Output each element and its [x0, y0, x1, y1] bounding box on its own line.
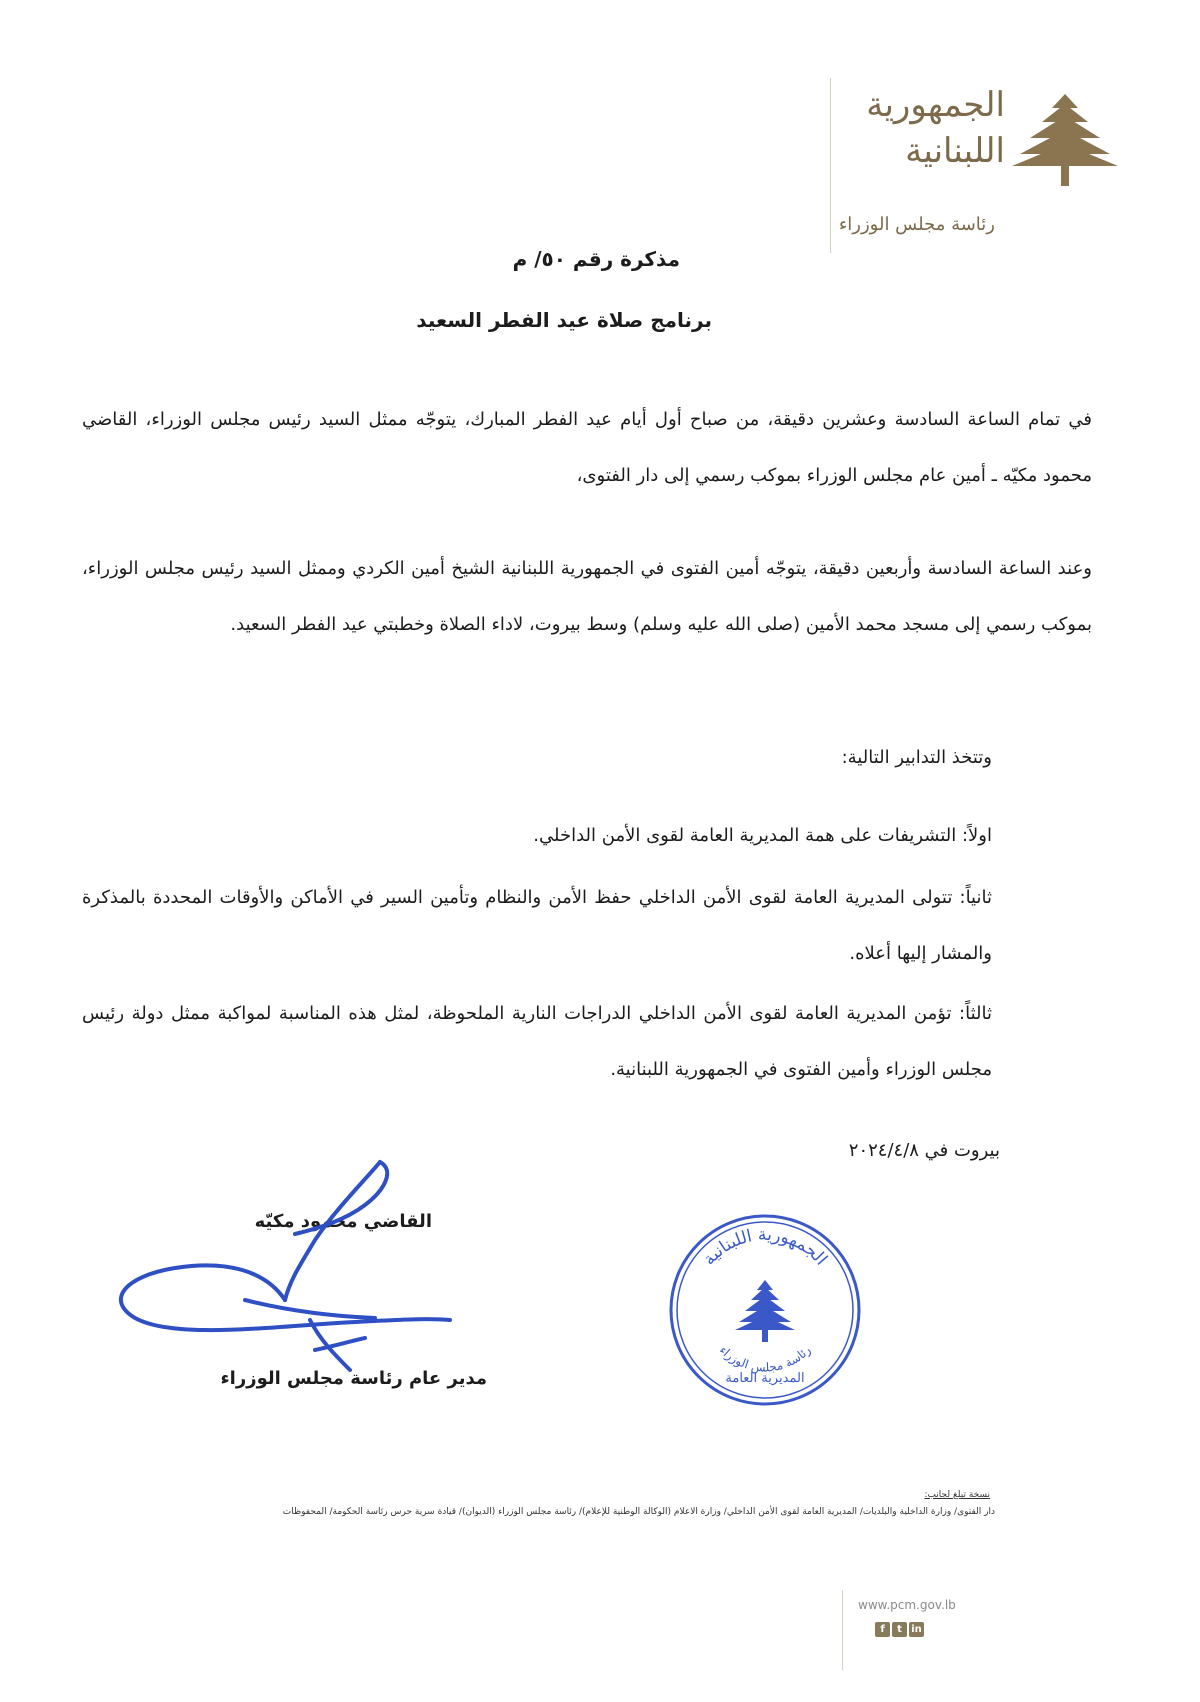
emblem-wordmark — [855, 82, 1005, 192]
memo-title: برنامج صلاة عيد الفطر السعيد — [416, 308, 712, 332]
twitter-icon[interactable]: t — [892, 1622, 907, 1637]
measures-intro: وتتخذ التدابير التالية: — [841, 747, 992, 768]
paragraph-2: وعند الساعة السادسة وأربعين دقيقة، يتوجّه أمين الفتوى في الجمهورية اللبنانية الشيخ أمين الكردي وممثل السيد رئيس مجلس الوزراء، بموكب رسمي إلى مسجد محمد الأمين (صلى الله عليه وسلم) وسط بيروت، لاداء الصلاة وخطبتي عيد الفطر السعيد. — [82, 558, 1092, 635]
signatory-title: مدير عام رئاسة مجلس الوزراء — [220, 1368, 487, 1389]
seal-text-mid: رئاسة مجلس الوزراء — [716, 1343, 814, 1375]
memo-number: مذكرة رقم ٥٠/ م — [512, 247, 680, 271]
website-link[interactable]: www.pcm.gov.lb — [858, 1598, 956, 1612]
paragraph-1: في تمام الساعة السادسة وعشرين دقيقة، من صباح أول أيام عيد الفطر المبارك، يتوجّه ممثل السيد رئيس مجلس الوزراء، القاضي محمود مكيّه ـ أمين عام مجلس الوزراء بموكب رسمي إلى دار الفتوى، — [82, 409, 1092, 486]
header-divider — [830, 78, 831, 253]
cc-distribution-list: دار الفتوى/ وزارة الداخلية والبلديات/ المديرية العامة لقوى الأمن الداخلي/ وزارة الاعلام (الوكالة الوطنية للإعلام)/ رئاسة مجلس الوزراء (الديوان)/ قيادة سرية حرس رئاسة الحكومة/ المحفوظات — [282, 1507, 995, 1517]
measure-item-2: ثانياً: تتولى المديرية العامة لقوى الأمن الداخلي حفظ الأمن والنظام وتأمين السير في الأماكن والأوقات المحددة بالمذكرة والمشار إليها أعلاه. — [82, 887, 992, 964]
cc-label: نسخة تبلغ لجانب: — [924, 1490, 990, 1500]
signatory-name: القاضي محمود مكيّه — [254, 1211, 432, 1232]
department-name: رئاسة مجلس الوزراء — [838, 214, 995, 235]
seal-text-top: الجمهورية اللبنانية — [699, 1224, 831, 1270]
measure-item-1: اولاً: التشريفات على همة المديرية العامة لقوى الأمن الداخلي. — [533, 825, 992, 846]
measure-item-3: ثالثاً: تؤمن المديرية العامة لقوى الأمن الداخلي الدراجات النارية الملحوظة، لمثل هذه المناسبة لمواكبة ممثل دولة رئيس مجلس الوزراء وأمين الفتوى في الجمهورية اللبنانية. — [82, 1003, 992, 1080]
social-icons — [875, 1622, 924, 1637]
linkedin-icon[interactable]: in — [909, 1622, 924, 1637]
document-date: بيروت في ٢٠٢٤/٤/٨ — [848, 1140, 1000, 1161]
facebook-icon[interactable]: f — [875, 1622, 890, 1637]
emblem-line-2: اللبنانية — [905, 131, 1005, 171]
cedar-logo-icon — [1010, 90, 1120, 190]
svg-text:الجمهورية اللبنانية — [699, 1225, 831, 1270]
official-seal-stamp — [665, 1210, 865, 1410]
handwritten-signature — [95, 1150, 495, 1380]
seal-text-bottom: المديرية العامة — [725, 1371, 805, 1386]
footer-divider — [842, 1590, 843, 1670]
emblem-line-1: الجمهورية — [866, 85, 1005, 125]
